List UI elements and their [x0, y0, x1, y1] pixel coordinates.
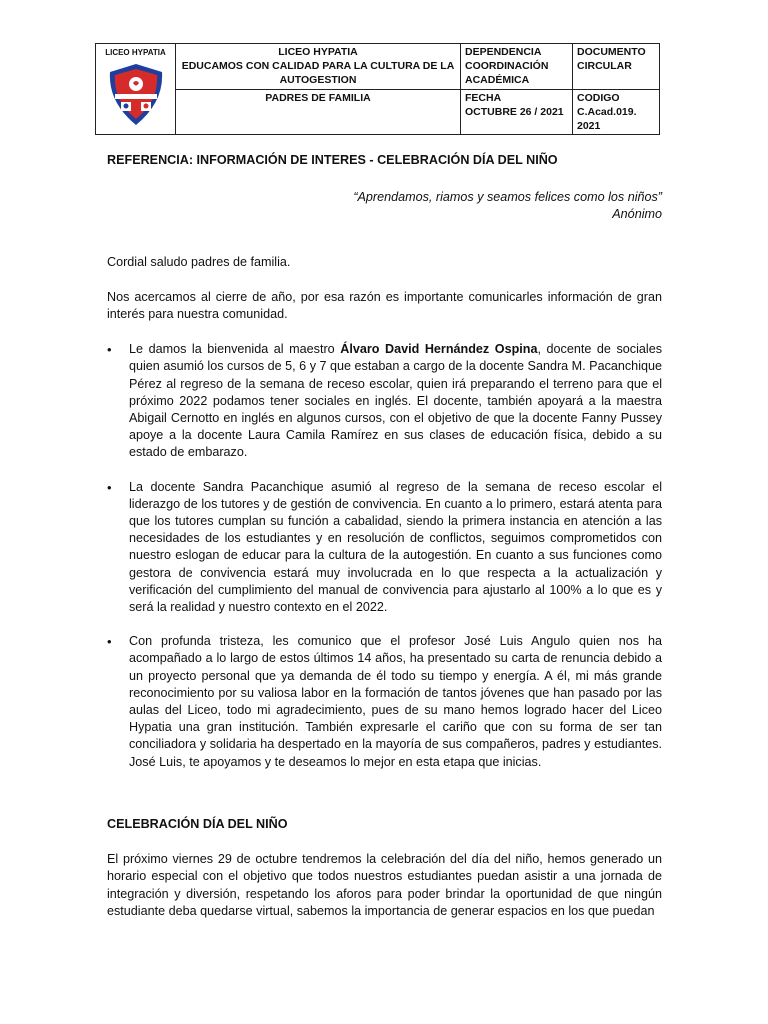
documento-label: DOCUMENTO	[577, 46, 646, 58]
fecha-label: FECHA	[465, 92, 502, 104]
fecha-value: OCTUBRE 26 / 2021	[465, 106, 564, 118]
logo-cell	[96, 44, 176, 135]
dependencia-value: COORDINACIÓN ACADÉMICA	[465, 60, 549, 86]
logo-title: LICEO HYPATIA	[105, 48, 166, 57]
bullet-icon: •	[107, 342, 112, 358]
reference-heading: REFERENCIA: INFORMACIÓN DE INTERES - CELEBRACIÓN DÍA DEL NIÑO	[107, 153, 558, 167]
school-name: LICEO HYPATIA	[278, 46, 358, 58]
documento-value: CIRCULAR	[577, 60, 632, 72]
bullet1-text-end: , docente de sociales quien asumió los cursos de 5, 6 y 7 que estaban a cargo de la docente Sandra M. Pacanchique Pérez al regreso de la semana de receso escolar, quien irá preparando el terreno para que el próximo 2022 podamos tener sociales en inglés. El docente, también apoyará a la maestra Abigail Cernotto en inglés en algunos cursos, con el objetivo de que la docente Fanny Pussey apoye a la docente Laura Camila Ramírez en sus clases de educación física, debido a su estado de embarazo.	[129, 342, 662, 460]
bullet-icon: •	[107, 634, 112, 650]
audience-cell	[176, 90, 461, 135]
bullet-icon: •	[107, 479, 112, 495]
bullet1-text-start: Le damos la bienvenida al maestro	[129, 342, 341, 357]
teacher-name: Álvaro David Hernández Ospina	[340, 342, 538, 357]
epigraph-author: Anónimo	[612, 207, 662, 222]
intro-paragraph: Nos acercamos al cierre de año, por esa razón es importante comunicarles información de gran interés para nuestra comunidad.	[107, 289, 662, 322]
dependencia-cell	[461, 44, 573, 90]
dependencia-label: DEPENDENCIA	[465, 46, 542, 58]
epigraph-quote: “Aprendamos, riamos y seamos felices como los niños”	[353, 190, 662, 205]
school-shield-logo	[106, 62, 166, 128]
list-item	[107, 479, 662, 617]
document-body	[107, 152, 662, 920]
announcement-list	[107, 341, 662, 771]
fecha-cell	[461, 90, 573, 135]
list-item	[107, 341, 662, 461]
school-name-cell	[176, 44, 461, 90]
bullet3-text: Con profunda tristeza, les comunico que el profesor José Luis Angulo quien nos ha acompañado a lo largo de estos últimos 14 años, ha presentado su carta de renuncia debido a un proyecto personal que ya demanda de él todo su tiempo y energía. A él, mi más grande reconocimiento por su valiosa labor en la formación de tantos jóvenes que han pasado por las aulas del Liceo, todo mi agradecimiento, pues de su mano hemos logrado hacer del Liceo Hypatia una gran institución. También expresarle el cariño que con su forma de ser tan conciliadora y solidaria ha despertado en la mayoría de sus compañeros, padres y estudiantes. José Luis, te apoyamos y te deseamos lo mejor en esta etapa que inicias.	[129, 634, 662, 769]
header-table	[95, 43, 660, 135]
codigo-label: CODIGO	[577, 92, 620, 104]
documento-cell	[573, 44, 660, 90]
bullet2-text: La docente Sandra Pacanchique asumió al regreso de la semana de receso escolar el liderazgo de los tutores y de gestión de convivencia. En cuanto a lo primero, estará atenta para que los tutores cumplan su función a cabalidad, siendo la primera instancia en atención a las necesidades de los estudiantes y en resolución de conflictos, seguimos comprometidos con nuestro eslogan de educar para la cultura de la autogestión. En cuanto a sus funciones como gestora de convivencia estará muy involucrada en lo que respecta a la actualización y verificación del cumplimiento del manual de convivencia para ajustarlo al 100% a lo que es y será la realidad y nuestro contexto en el 2022.	[129, 479, 662, 615]
greeting: Cordial saludo padres de familia.	[107, 254, 291, 269]
school-motto: EDUCAMOS CON CALIDAD PARA LA CULTURA DE LA AUTOGESTION	[181, 60, 455, 86]
section-subtitle: CELEBRACIÓN DÍA DEL NIÑO	[107, 816, 288, 831]
audience: PADRES DE FAMILIA	[265, 92, 371, 104]
closing-paragraph: El próximo viernes 29 de octubre tendremos la celebración del día del niño, hemos generado un horario especial con el objetivo que todos nuestros estudiantes puedan asistir a una jornada de integración y diversión, respetando los aforos para poder brindar la oportunidad de que ningún estudiante deba quedarse virtual, sabemos la importancia de generar espacios en los que puedan	[107, 852, 662, 918]
codigo-value: C.Acad.019. 2021	[577, 106, 637, 132]
codigo-cell	[573, 90, 660, 135]
list-item	[107, 633, 662, 771]
